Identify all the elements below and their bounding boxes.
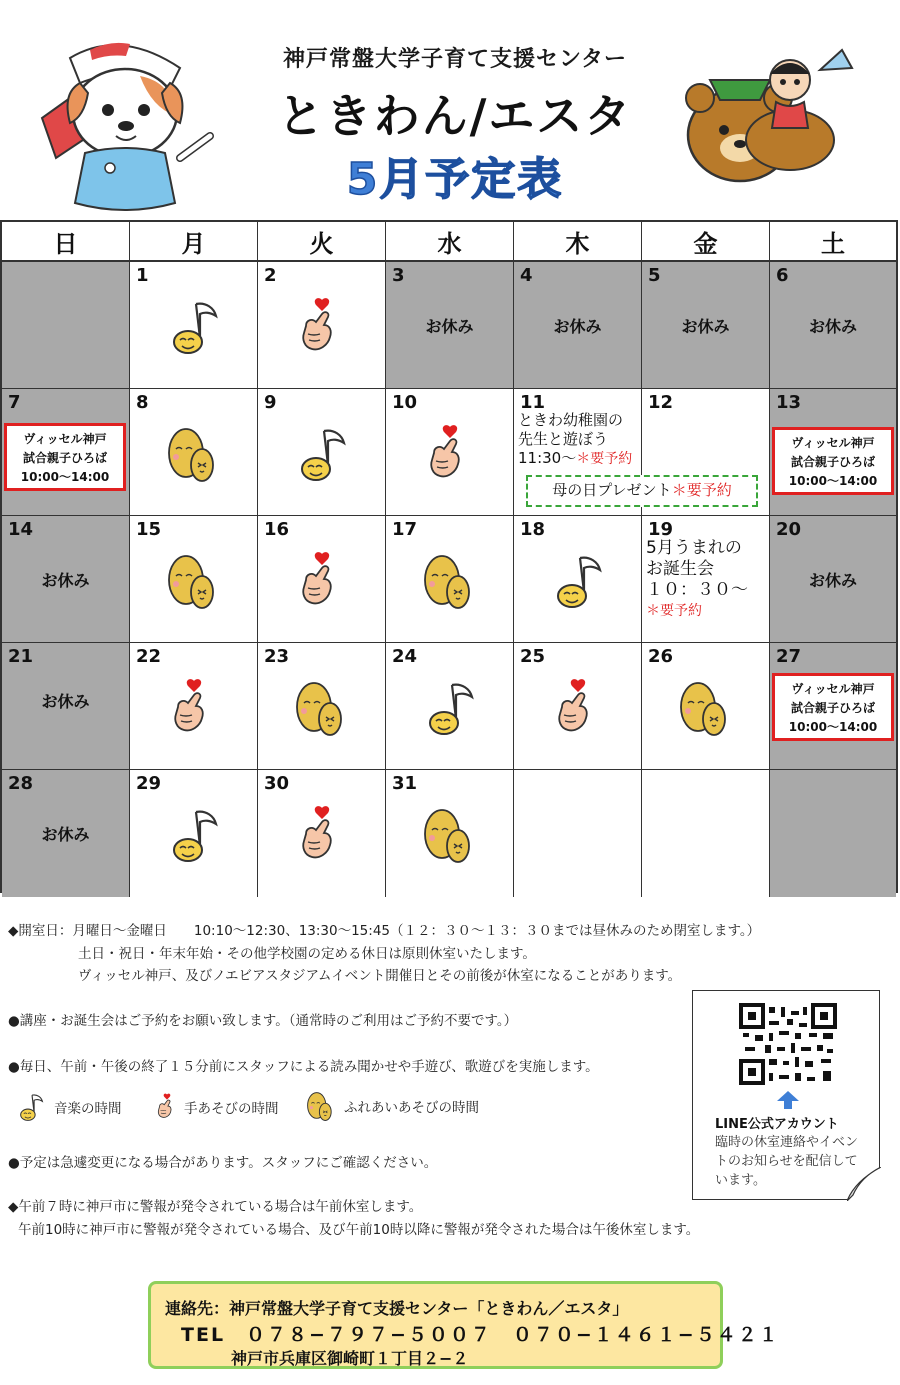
page-title: ときわん/エスタ	[277, 89, 633, 143]
event-line: 先生と遊ぼう	[518, 430, 609, 448]
contact-phone[interactable]: TEL ０７８−７９７−５００７ ０７０−１４６１−５４２１	[181, 1324, 780, 1346]
day-cell	[642, 516, 770, 642]
closed-label: お休み	[808, 571, 857, 590]
touch-play-icon	[678, 677, 734, 739]
touch-play-icon	[294, 677, 350, 739]
day-cell	[386, 516, 514, 642]
finger-heart-icon	[294, 804, 350, 866]
contact-box	[148, 1281, 780, 1369]
day-number: 3	[392, 265, 405, 286]
day-cell	[514, 643, 642, 769]
reservation-required: ＊要予約	[576, 451, 633, 467]
day-number: 23	[264, 646, 290, 667]
contact-address: 神戸市兵庫区御崎町１丁目２−２	[231, 1349, 469, 1368]
finger-heart-icon	[550, 677, 606, 739]
music-note-icon	[16, 1091, 46, 1123]
weekday-sat: 土	[821, 229, 845, 258]
hours-line: ヴィッセル神戸、及びノエビアスタジアムイベント開催日とその前後が休室になることがあります。	[78, 968, 682, 984]
music-note-icon	[550, 550, 606, 612]
day-cell	[2, 770, 130, 897]
day-cell	[386, 389, 514, 515]
weekday-header-row	[2, 222, 896, 262]
day-number: 26	[648, 646, 674, 667]
closed-label: お休み	[808, 317, 857, 336]
day-cell	[386, 770, 514, 897]
music-note-icon	[166, 804, 222, 866]
hours-line: ◆開室日：月曜日～金曜日 10:10～12:30、13:30～15:45（１２：３０～１３：３０までは昼休みのため閉室します。）	[8, 923, 761, 939]
finger-heart-icon	[422, 423, 478, 485]
event-line: お誕生会	[646, 559, 714, 579]
day-number: 28	[8, 773, 34, 794]
event-line: ヴィッセル神戸	[791, 682, 875, 696]
day-cell	[386, 643, 514, 769]
event-time: １０：３０～	[646, 580, 748, 600]
day-number: 31	[392, 773, 418, 794]
weekday-thu: 木	[514, 222, 642, 260]
day-number: 30	[264, 773, 290, 794]
day-cell	[258, 262, 386, 388]
day-number: 22	[136, 646, 162, 667]
bear-mascot-icon	[680, 40, 860, 190]
day-number: 13	[776, 392, 802, 413]
week-row	[2, 770, 896, 897]
day-cell	[514, 770, 642, 897]
day-number: 11	[520, 392, 546, 413]
daily-note: ●毎日、午前・午後の終了１５分前にスタッフによる読み聞かせや手遊び、歌遊びを実施します。	[8, 1059, 599, 1075]
event-time: 10:00～14:00	[20, 470, 110, 484]
warning-line: ◆午前７時に神戸市に警報が発令されている場合は午前休室します。	[8, 1199, 423, 1215]
event-time: 10:00～14:00	[788, 720, 878, 734]
day-cell	[2, 389, 130, 515]
day-number: 25	[520, 646, 546, 667]
vissel-event-box	[772, 427, 894, 495]
center-name: 神戸常盤大学子育て支援センター	[282, 47, 628, 72]
day-cell	[130, 262, 258, 388]
music-note-icon	[294, 423, 350, 485]
vissel-event-box	[4, 423, 126, 491]
event-time: 10:00～14:00	[788, 474, 878, 488]
finger-heart-icon	[154, 1091, 180, 1123]
event-time-row	[518, 449, 632, 469]
day-number: 19	[648, 519, 674, 540]
day-cell	[130, 643, 258, 769]
day-cell	[130, 389, 258, 515]
closed-label: お休み	[425, 317, 474, 336]
hours-line: 土日・祝日・年末年始・その他学校園の定める休日は原則休室いたします。	[78, 946, 536, 962]
dog-mascot-icon	[30, 28, 220, 218]
closed-label: お休み	[553, 317, 602, 336]
day-number: 1	[136, 265, 149, 286]
day-number: 27	[776, 646, 802, 667]
reservation-note: ●講座・お誕生会はご予約をお願い致します。（通常時のご利用はご予約不要です。）	[8, 1013, 518, 1029]
day-cell	[2, 262, 130, 388]
day-cell	[770, 516, 896, 642]
day-number: 6	[776, 265, 789, 286]
closed-label: お休み	[41, 571, 90, 590]
day-cell	[386, 262, 514, 388]
day-cell	[258, 389, 386, 515]
day-cell	[258, 516, 386, 642]
day-number: 14	[8, 519, 34, 540]
month-title: 5月予定表	[346, 154, 564, 205]
event-line: 試合親子ひろば	[790, 455, 875, 469]
page-curl-icon	[847, 1167, 881, 1201]
qr-code-icon[interactable]	[739, 1003, 837, 1085]
warning-line: 午前10時に神戸市に警報が発令されている場合、及び午前10時以降に警報が発令された場合は午後休室します。	[18, 1222, 700, 1238]
music-note-icon	[166, 296, 222, 358]
day-cell	[642, 262, 770, 388]
day-number: 18	[520, 519, 546, 540]
closed-label: お休み	[681, 317, 730, 336]
event-time: 11:30～	[518, 449, 577, 467]
day-cell	[770, 262, 896, 388]
line-account-desc: 臨時の休室連絡やイベントのお知らせを配信しています。	[715, 1135, 859, 1188]
event-line: 5月うまれの	[646, 538, 742, 558]
closed-label: お休み	[41, 825, 90, 844]
reservation-required: ＊要予約	[671, 481, 732, 499]
day-number: 21	[8, 646, 34, 667]
weekday-fri: 金	[642, 222, 770, 260]
finger-heart-icon	[294, 550, 350, 612]
day-number: 17	[392, 519, 418, 540]
change-note: ●予定は急遽変更になる場合があります。スタッフにご確認ください。	[8, 1155, 438, 1171]
line-account-title: LINE公式アカウント	[715, 1117, 839, 1132]
day-number: 5	[648, 265, 661, 286]
reservation-required: ＊要予約	[646, 603, 702, 619]
event-text	[646, 538, 748, 622]
day-number: 8	[136, 392, 149, 413]
line-qr-card	[692, 990, 880, 1200]
event-line: 試合親子ひろば	[22, 451, 107, 465]
day-cell	[2, 643, 130, 769]
day-number: 7	[8, 392, 21, 413]
touch-play-icon	[422, 804, 478, 866]
event-line: ヴィッセル神戸	[23, 432, 107, 446]
day-cell	[642, 770, 770, 897]
day-cell	[2, 516, 130, 642]
day-cell	[514, 516, 642, 642]
weekday-tue: 火	[258, 222, 386, 260]
day-number: 15	[136, 519, 162, 540]
week-row	[2, 389, 896, 516]
day-cell	[258, 643, 386, 769]
mothers-day-banner	[526, 475, 758, 507]
day-cell	[770, 389, 896, 515]
event-line: ときわ幼稚園の	[518, 411, 624, 429]
day-cell	[130, 770, 258, 897]
day-cell	[770, 770, 896, 897]
event-text	[518, 411, 632, 469]
weekday-wed: 水	[386, 222, 514, 260]
closed-label: お休み	[41, 692, 90, 711]
legend-label: 手あそびの時間	[184, 1101, 279, 1117]
event-line: 試合親子ひろば	[790, 701, 875, 715]
vissel-event-box	[772, 673, 894, 741]
header	[0, 0, 900, 220]
weekday-sun: 日	[2, 222, 130, 260]
day-cell	[130, 516, 258, 642]
event-line: ヴィッセル神戸	[791, 436, 875, 450]
contact-label: 連絡先：神戸常盤大学子育て支援センター「ときわん／エスタ」	[165, 1299, 629, 1318]
week-row	[2, 643, 896, 770]
legend-hand	[154, 1091, 279, 1123]
banner-text: 母の日プレゼント	[552, 481, 672, 499]
legend-touch	[306, 1089, 479, 1123]
finger-heart-icon	[294, 296, 350, 358]
finger-heart-icon	[166, 677, 222, 739]
day-number: 4	[520, 265, 533, 286]
week-row	[2, 262, 896, 389]
day-number: 16	[264, 519, 290, 540]
legend-label: ふれあいあそびの時間	[344, 1100, 479, 1116]
day-number: 20	[776, 519, 802, 540]
day-number: 29	[136, 773, 162, 794]
legend-music	[16, 1091, 122, 1123]
day-cell	[258, 770, 386, 897]
touch-play-icon	[166, 550, 222, 612]
touch-play-icon	[306, 1089, 336, 1123]
week-row	[2, 516, 896, 643]
touch-play-icon	[166, 423, 222, 485]
day-cell	[642, 643, 770, 769]
day-cell	[514, 262, 642, 388]
weekday-mon: 月	[130, 222, 258, 260]
day-number: 24	[392, 646, 418, 667]
day-number: 9	[264, 392, 277, 413]
arrow-up-icon	[777, 1091, 799, 1109]
music-note-icon	[422, 677, 478, 739]
day-number: 12	[648, 392, 674, 413]
calendar	[0, 220, 898, 893]
day-number: 2	[264, 265, 277, 286]
legend-label: 音楽の時間	[54, 1101, 122, 1117]
day-cell	[770, 643, 896, 769]
day-number: 10	[392, 392, 418, 413]
touch-play-icon	[422, 550, 478, 612]
